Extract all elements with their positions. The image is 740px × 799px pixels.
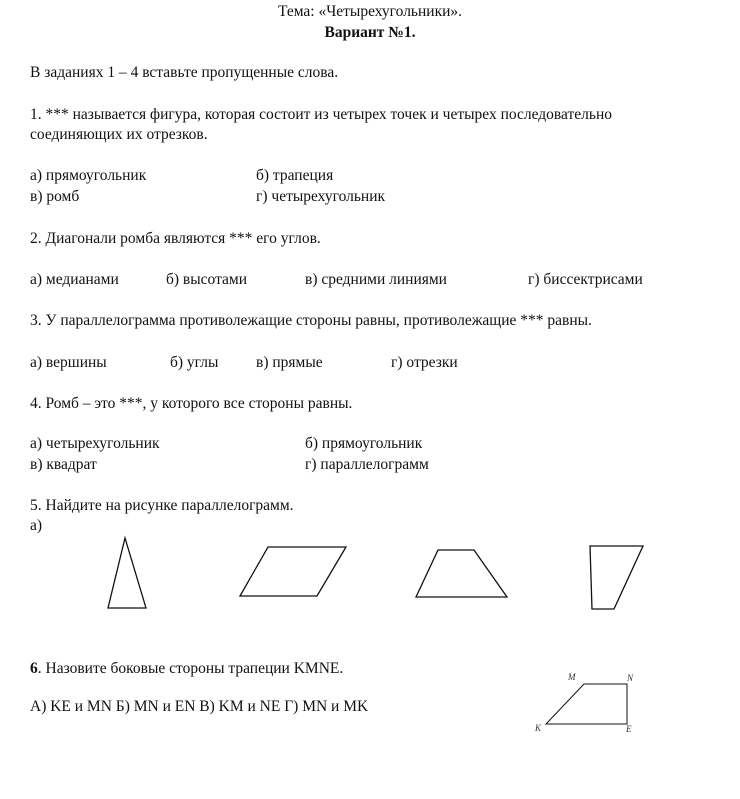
q1-option-v: в) ромб (30, 188, 80, 205)
q6-answers: А) KE и MN Б) MN и EN В) KM и NE Г) MN и MK (30, 698, 369, 715)
trapezoid-kmne (546, 684, 627, 724)
q4-option-b: б) прямоугольник (305, 435, 423, 452)
q2-option-b: б) высотами (166, 271, 248, 288)
vertex-label-e: E (626, 724, 632, 734)
q1-line2: соединяющих их отрезков. (30, 126, 208, 143)
q4-option-g: г) параллелограмм (305, 456, 429, 473)
vertex-label-n: N (627, 673, 634, 683)
q5-text: 5. Найдите на рисунке параллелограмм. (30, 497, 294, 514)
variant-title: Вариант №1. (324, 24, 416, 41)
vertex-label-k: K (535, 723, 542, 733)
q1-line1: 1. *** называется фигура, которая состоит из четырех точек и четырех последовательно (30, 106, 613, 123)
q1-option-a: а) прямоугольник (30, 167, 147, 184)
q2-text: 2. Диагонали ромба являются *** его углов. (30, 230, 321, 247)
q6-question: . Назовите боковые стороны трапеции KMNE. (37, 660, 344, 677)
q3-option-b: б) углы (170, 354, 219, 371)
q2-option-a: а) медианами (30, 271, 119, 288)
vertex-label-m: M (568, 672, 576, 682)
q3-option-a: а) вершины (30, 354, 107, 371)
q5-sublabel: а) (30, 517, 43, 534)
q2-option-v: в) средними линиями (305, 271, 447, 288)
q3-option-g: г) отрезки (391, 354, 458, 371)
q4-option-a: а) четырехугольник (30, 435, 160, 452)
topic-title: Тема: «Четырехугольники». (277, 3, 463, 20)
q4-text: 4. Ромб – это ***, у которого все стороны равны. (30, 395, 353, 412)
q1-option-b: б) трапеция (256, 167, 334, 184)
q3-option-v: в) прямые (256, 354, 323, 371)
q1-option-g: г) четырехугольник (256, 188, 386, 205)
q2-option-g: г) биссектрисами (528, 271, 643, 288)
q6-number: 6 (30, 660, 38, 677)
q3-text: 3. У параллелограмма противолежащие стороны равны, противолежащие *** равны. (30, 312, 592, 329)
instruction: В заданиях 1 – 4 вставьте пропущенные слова. (30, 64, 339, 81)
q4-option-v: в) квадрат (30, 456, 97, 473)
